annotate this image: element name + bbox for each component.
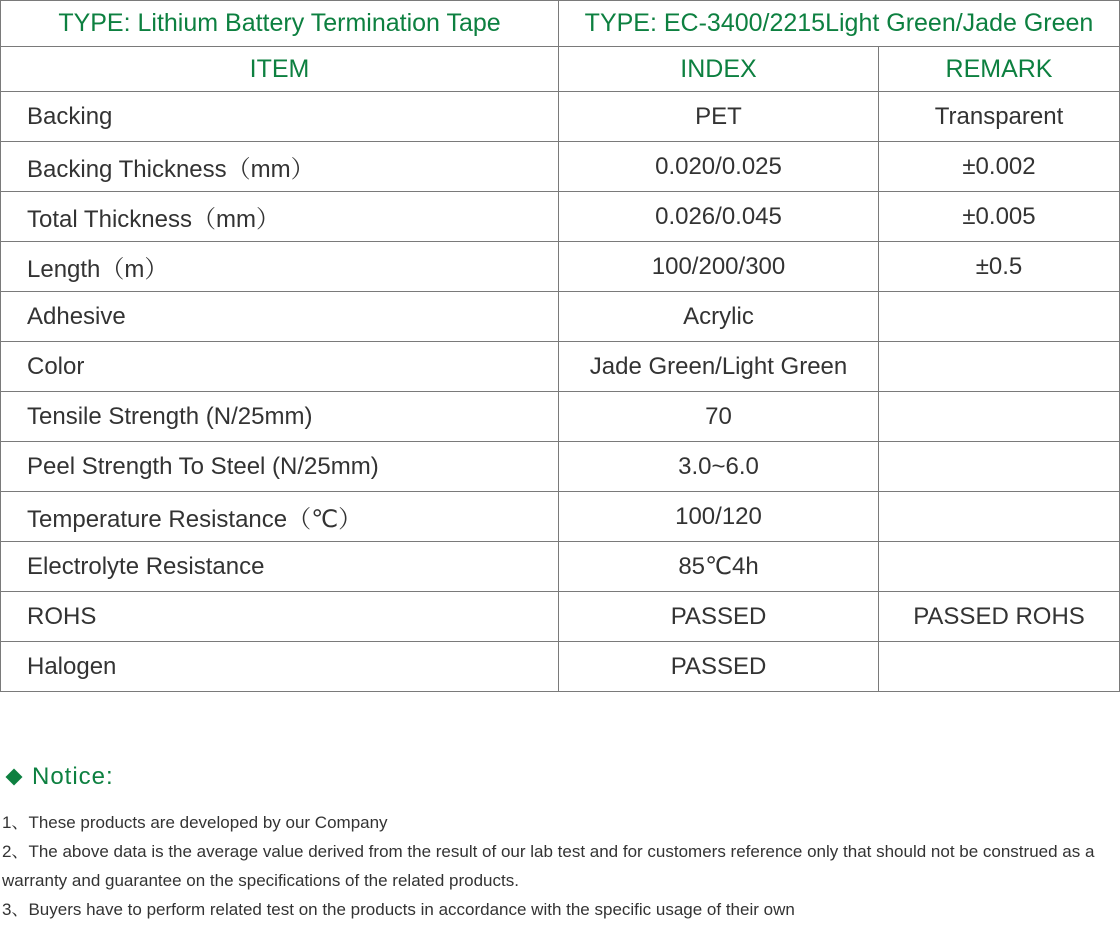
table-row [1, 592, 1120, 642]
table-row [1, 292, 1120, 342]
row-index: 0.026/0.045 [559, 192, 879, 242]
notice-item: 2、The above data is the average value derived from the result of our lab test and for customers reference only that should not be construed as a warranty and guarantee on the specifications of the related products. [2, 842, 1095, 890]
row-remark: ±0.5 [879, 242, 1120, 292]
diamond-icon [6, 769, 23, 786]
product-type-title: TYPE: Lithium Battery Termination Tape [1, 1, 559, 47]
notice-item: 3、Buyers have to perform related test on the products in accordance with the specific usage of their own [2, 900, 795, 919]
row-index: 0.020/0.025 [559, 142, 879, 192]
table-row [1, 442, 1120, 492]
table-row [1, 492, 1120, 542]
row-remark [879, 492, 1120, 542]
notice-heading [0, 760, 1120, 794]
row-index: 100/200/300 [559, 242, 879, 292]
row-remark: PASSED ROHS [879, 592, 1120, 642]
notice-title: Notice: [32, 763, 114, 790]
row-remark: ±0.002 [879, 142, 1120, 192]
table-row [1, 192, 1120, 242]
title-row [1, 1, 1120, 47]
row-item: Total Thickness（mm） [1, 192, 559, 242]
notice-list [0, 808, 1120, 924]
row-item: Peel Strength To Steel (N/25mm) [1, 442, 559, 492]
row-item: Adhesive [1, 292, 559, 342]
row-index: Jade Green/Light Green [559, 342, 879, 392]
row-remark: ±0.005 [879, 192, 1120, 242]
table-row [1, 642, 1120, 692]
row-item: Color [1, 342, 559, 392]
header-remark: REMARK [879, 47, 1120, 92]
row-remark [879, 342, 1120, 392]
row-index: PET [559, 92, 879, 142]
row-index: 3.0~6.0 [559, 442, 879, 492]
row-item: Electrolyte Resistance [1, 542, 559, 592]
row-remark [879, 542, 1120, 592]
row-index: PASSED [559, 592, 879, 642]
row-remark [879, 292, 1120, 342]
row-remark [879, 442, 1120, 492]
row-item: Backing Thickness（mm） [1, 142, 559, 192]
header-row [1, 47, 1120, 92]
row-index: 85℃4h [559, 542, 879, 592]
notice-section [0, 760, 1120, 924]
row-index: Acrylic [559, 292, 879, 342]
row-remark [879, 392, 1120, 442]
row-item: ROHS [1, 592, 559, 642]
model-type-title: TYPE: EC-3400/2215Light Green/Jade Green [559, 1, 1120, 47]
row-remark [879, 642, 1120, 692]
header-item: ITEM [1, 47, 559, 92]
row-index: PASSED [559, 642, 879, 692]
row-remark: Transparent [879, 92, 1120, 142]
row-item: Length（m） [1, 242, 559, 292]
table-row [1, 242, 1120, 292]
table-row [1, 342, 1120, 392]
row-item: Halogen [1, 642, 559, 692]
header-index: INDEX [559, 47, 879, 92]
table-row [1, 92, 1120, 142]
row-item: Temperature Resistance（℃） [1, 492, 559, 542]
row-index: 70 [559, 392, 879, 442]
notice-item: 1、These products are developed by our Company [2, 813, 388, 832]
row-item: Backing [1, 92, 559, 142]
table-row [1, 142, 1120, 192]
row-index: 100/120 [559, 492, 879, 542]
row-item: Tensile Strength (N/25mm) [1, 392, 559, 442]
table-row [1, 542, 1120, 592]
table-row [1, 392, 1120, 442]
